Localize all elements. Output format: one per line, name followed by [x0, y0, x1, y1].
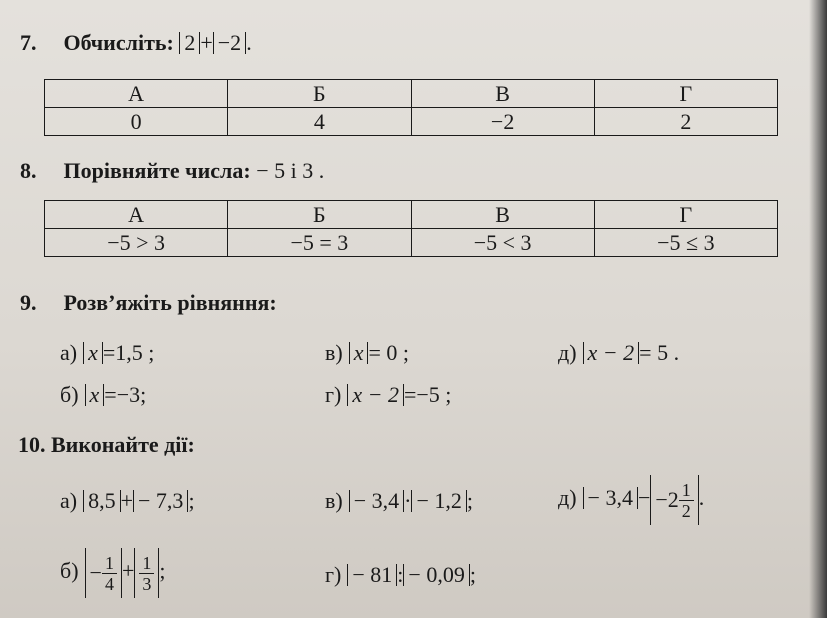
fraction	[102, 553, 117, 594]
equation-rest: =−3;	[104, 382, 147, 407]
answer-option-label: В	[411, 201, 594, 229]
answer-option-value: −5 = 3	[228, 229, 411, 257]
numerator: 1	[139, 553, 154, 574]
question-8	[20, 158, 324, 184]
question-text: Розв’яжіть рівняння:	[63, 290, 277, 315]
expression-v	[325, 488, 473, 514]
answer-option-label: А	[45, 201, 228, 229]
question-9	[20, 290, 277, 316]
answer-option-label: Г	[594, 80, 777, 108]
question-10	[18, 432, 195, 458]
answer-option-label: А	[45, 80, 228, 108]
question-number: 7.	[20, 30, 37, 55]
abs-term: − 3,4	[583, 487, 638, 509]
question-expression: − 5 і 3 .	[256, 158, 325, 183]
question-7	[20, 30, 252, 56]
fraction	[139, 553, 154, 594]
operator: +	[121, 558, 135, 584]
denominator: 3	[142, 573, 152, 594]
abs-term: 8,5	[83, 490, 121, 512]
answer-option-value: 4	[228, 108, 411, 136]
punctuation: .	[698, 485, 705, 511]
item-label: г)	[325, 382, 342, 407]
answer-option-value: −2	[411, 108, 594, 136]
answer-option-label: В	[411, 80, 594, 108]
punctuation: ;	[188, 488, 195, 513]
operator: :	[397, 562, 404, 587]
equation-rest: = 5 .	[639, 340, 680, 365]
question-number: 10.	[18, 432, 46, 457]
abs-term	[650, 475, 698, 525]
question-expression	[179, 30, 251, 55]
abs-term: − 7,3	[133, 490, 188, 512]
answer-option-label: Б	[228, 80, 411, 108]
question-text: Виконайте дії:	[51, 432, 195, 457]
numerator: 1	[102, 553, 117, 574]
equation-d	[558, 340, 679, 366]
item-label: д)	[558, 485, 577, 511]
equation-a	[60, 340, 154, 366]
operator: +	[120, 488, 134, 513]
denominator: 2	[681, 500, 691, 521]
answer-table-7	[44, 79, 778, 136]
question-number: 8.	[20, 158, 37, 183]
table-row	[45, 108, 778, 136]
table-row	[45, 229, 778, 257]
punctuation: .	[246, 30, 252, 55]
table-header-row	[45, 80, 778, 108]
operator: +	[200, 30, 213, 55]
operator: ·	[404, 488, 412, 513]
abs-term: x − 2	[583, 342, 640, 364]
abs-term: − 3,4	[349, 490, 404, 512]
abs-term: −2	[213, 32, 246, 54]
abs-term: 2	[179, 32, 200, 54]
item-label: д)	[558, 340, 577, 365]
abs-term: − 0,09	[403, 564, 469, 586]
expression-b	[60, 548, 166, 598]
answer-option-value: −5 < 3	[411, 229, 594, 257]
item-label: в)	[325, 340, 343, 365]
abs-term: − 1,2	[411, 490, 466, 512]
abs-term	[85, 548, 122, 598]
answer-option-label: Б	[228, 201, 411, 229]
question-text: Обчисліть:	[63, 30, 174, 55]
question-number: 9.	[20, 290, 37, 315]
fraction	[679, 480, 694, 521]
operator: −	[637, 485, 651, 511]
answer-option-value: 0	[45, 108, 228, 136]
photo-edge-shadow	[809, 0, 827, 618]
item-label: а)	[60, 488, 78, 513]
question-text: Порівняйте числа:	[63, 158, 251, 183]
expression-d	[558, 475, 704, 525]
punctuation: ;	[159, 558, 166, 584]
abs-term: x	[85, 384, 105, 406]
abs-term	[134, 548, 159, 598]
punctuation: ;	[466, 488, 474, 513]
item-label: г)	[325, 562, 342, 587]
punctuation: ;	[469, 562, 476, 587]
equation-g	[325, 382, 451, 408]
equation-rest: =−5 ;	[403, 382, 452, 407]
expression-g	[325, 562, 476, 588]
answer-option-value: −5 ≤ 3	[594, 229, 777, 257]
table-header-row	[45, 201, 778, 229]
denominator: 4	[104, 573, 114, 594]
answer-option-value: −5 > 3	[45, 229, 228, 257]
item-label: а)	[60, 340, 78, 365]
expression-a	[60, 488, 195, 514]
item-label: в)	[325, 488, 343, 513]
equation-rest: = 0 ;	[368, 340, 410, 365]
numerator: 1	[679, 480, 694, 501]
answer-table-8	[44, 200, 778, 257]
answer-option-value: 2	[594, 108, 777, 136]
item-label: б)	[60, 382, 79, 407]
abs-term: x	[349, 342, 369, 364]
abs-term: x	[83, 342, 103, 364]
mixed-number-whole: −2	[655, 487, 679, 512]
equation-b	[60, 382, 146, 408]
equation-v	[325, 340, 409, 366]
answer-option-label: Г	[594, 201, 777, 229]
item-label: б)	[60, 558, 79, 584]
equation-rest: =1,5 ;	[102, 340, 155, 365]
abs-term: x − 2	[347, 384, 404, 406]
sign: −	[89, 560, 102, 585]
abs-term: − 81	[347, 564, 397, 586]
